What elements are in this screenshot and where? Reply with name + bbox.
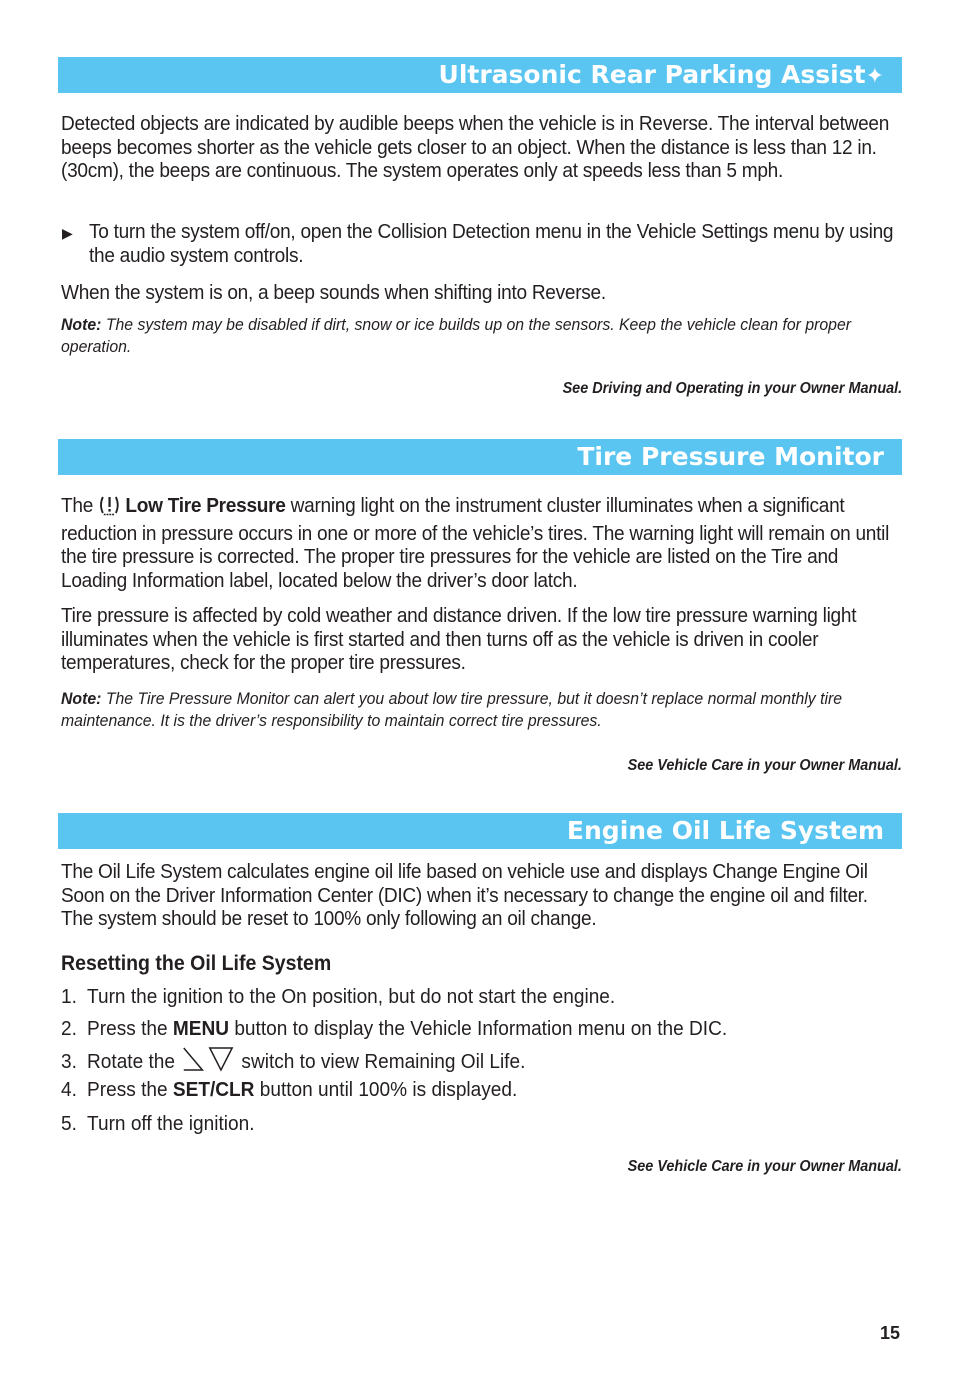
oil-life-paragraph: The Oil Life System calculates engine oil life based on vehicle use and displays Change Engine Oil Soon on the Driver Information Center (DIC) when it’s necessary to change the engine oil and filter. The system should be reset to 100% only following an oil change. [61, 860, 868, 930]
parking-assist-heading [58, 57, 902, 93]
oil-reset-step-2: 2. Press the MENU button to display the Vehicle Information menu on the DIC. [61, 1017, 728, 1040]
oil-life-reference: See Vehicle Care in your Owner Manual. [627, 1158, 902, 1175]
parking-assist-paragraph: Detected objects are indicated by audible beeps when the vehicle is in Reverse. The interval between beeps becomes shorter as the vehicle gets closer to an object. When the distance is less than 12 in. (30cm), the beeps are continuous. The system operates only at speeds less than 5 mph. [61, 112, 890, 182]
set-clr-button-label: SET/CLR [172, 1078, 255, 1101]
oil-reset-subhead: Resetting the Oil Life System [61, 952, 332, 975]
bullet-arrow-icon: ▶ [62, 225, 73, 241]
note-label: Note: [61, 315, 102, 334]
oil-life-heading [58, 813, 902, 849]
tire-pressure-note [61, 688, 903, 732]
note-label: Note: [61, 689, 102, 708]
tire-para-rest: warning light on the instrument cluster illuminates when a significant reduction in pressure occurs in one or more of the vehicle’s tires. The warning light will remain on until the tire pressure is corrected. The proper tire pressures for the vehicle are listed on the Tire and Loading Information label, located below the driver’s door latch. [61, 494, 890, 592]
note-text: The Tire Pressure Monitor can alert you about low tire pressure, but it doesn’t replace normal monthly tire maintenance. It is the driver’s responsibility to maintain correct tire pressures. [61, 689, 843, 730]
parking-assist-bullet: To turn the system off/on, open the Collision Detection menu in the Vehicle Settings menu by using the audio system controls. [89, 220, 894, 267]
tire-pressure-reference: See Vehicle Care in your Owner Manual. [627, 757, 902, 774]
tire-pressure-heading [58, 439, 902, 475]
parking-assist-note [61, 314, 903, 358]
oil-life-title: Engine Oil Life System [566, 816, 884, 845]
note-text: The system may be disabled if dirt, snow or ice builds up on the sensors. Keep the vehicle clean for proper operation. [61, 315, 852, 356]
feature-star-icon: ✦ [865, 64, 884, 89]
low-tire-pressure-icon [98, 494, 120, 522]
parking-assist-paragraph-2: When the system is on, a beep sounds when shifting into Reverse. [61, 281, 606, 304]
tire-para-prefix: The [61, 494, 94, 517]
rotate-switch-icon [180, 1046, 236, 1078]
low-tire-pressure-label: Low Tire Pressure [125, 494, 286, 517]
tire-pressure-paragraph [61, 494, 903, 592]
page-number: 15 [879, 1323, 900, 1343]
oil-reset-step-1: 1. Turn the ignition to the On position, but do not start the engine. [61, 985, 616, 1008]
oil-reset-step-4: 4. Press the SET/CLR button until 100% is displayed. [61, 1078, 518, 1101]
oil-reset-step-5: 5. Turn off the ignition. [61, 1112, 255, 1135]
tire-pressure-paragraph-2: Tire pressure is affected by cold weather and distance driven. If the low tire pressure warning light illuminates when the vehicle is first started and then turns off as the vehicle is driven in cooler temperatures, check for the proper tire pressures. [61, 604, 857, 674]
tire-pressure-title: Tire Pressure Monitor [577, 442, 884, 471]
menu-button-label: MENU [172, 1017, 230, 1040]
oil-reset-step-3: 3. Rotate the switch to view Remaining Oil Life. [61, 1046, 525, 1078]
parking-assist-reference: See Driving and Operating in your Owner Manual. [562, 380, 902, 397]
parking-assist-title: Ultrasonic Rear Parking Assist [438, 60, 866, 89]
